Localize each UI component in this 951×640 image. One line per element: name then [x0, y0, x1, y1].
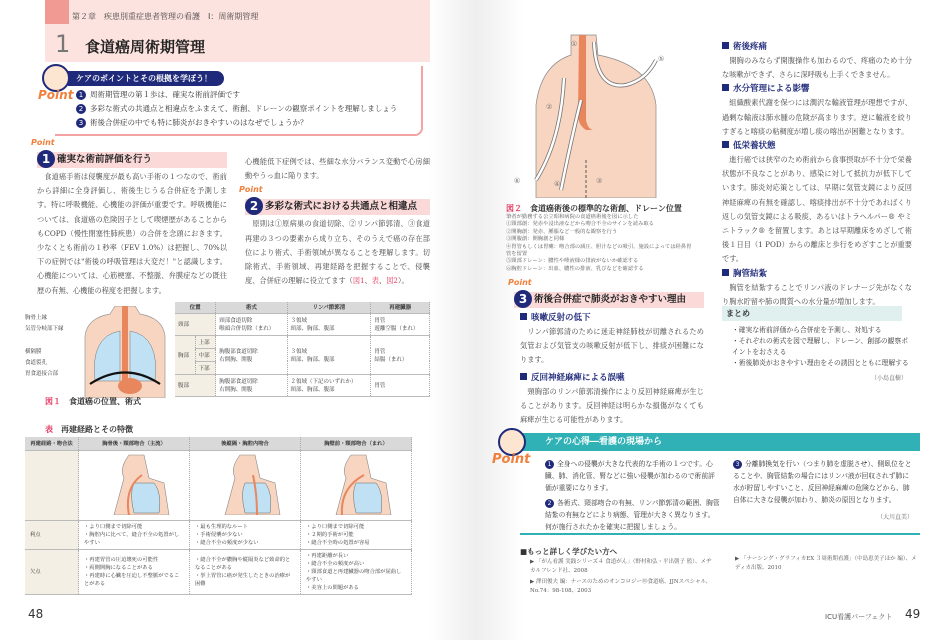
note: ⑥胸腔ドレーン：出血、膿性の排液、乳びなどを確認する [506, 265, 644, 272]
illustration-cell [301, 450, 412, 520]
subsection-heading: 胸管結紮 [722, 267, 912, 281]
cell: 胸腹部食道切除 右開胸、開腹 [216, 335, 287, 374]
cell: 胃管 結腸（まれ） [371, 335, 430, 374]
table-row [25, 520, 412, 549]
page-number-right: 49 [905, 607, 921, 621]
summary-list [732, 325, 912, 369]
point-item [76, 88, 397, 102]
heading-text: 確実な術前評価を行う [57, 154, 153, 165]
heading-text: 術後合併症で肺炎がおきやすい理由 [534, 294, 687, 305]
caption-text: 食道癌術後の標準的な術創、ドレーン位置 [530, 204, 682, 213]
sep: 、 [379, 276, 387, 286]
subsection-heading: 水分管理による影響 [722, 82, 912, 96]
point-item [76, 116, 397, 130]
reconstruction-route-illustration [306, 453, 406, 515]
section-number: 1 [55, 30, 71, 58]
subsection-heading: 咳嗽反射の低下 [520, 311, 704, 325]
marker-3: ③ [596, 177, 603, 185]
table-label: 表 [45, 425, 53, 434]
marker-6: ⑥ [514, 177, 521, 185]
chapter-title: 第２章 疾患別重症患者管理の看護 Ⅰ：周術期管理 [72, 12, 259, 21]
cell: ３領域 頸部、胸部、腹部 [287, 313, 371, 335]
figure2-notes [506, 214, 696, 273]
subsection-body: 組織酸素代謝を保つには潤沢な輸液管理が理想ですが、過剰な輸液は肺水腫の危険が高まります。逆に輸液を絞りすぎると喀痰の粘稠度が増し痰の喀出が困難となります。 [722, 98, 912, 136]
cell: 胸腹部食道切除 右開胸、開腹 [216, 374, 287, 396]
cell: 頸部食道切除 喉頭合併切除（まれ） [216, 313, 287, 335]
care-item: 2 各術式、頸部吻合の有無、リンパ節郭清の範囲、胸管結紮の有無などにより病態、管理が大きく異なります。何が施行されたかを確実に把握しましょう。 [545, 499, 720, 531]
number-badge: 1 [76, 90, 86, 100]
further-reading-title: ■もっと詳しく学びたい方へ [520, 547, 618, 556]
reference-link[interactable]: ▶ 「ナーシング・グラフィカEX ３周術期看護」（中島恵美子ほか 編）、メディカ出版、2010 [735, 556, 917, 571]
table-row [175, 374, 430, 396]
reference-list [735, 555, 920, 573]
point-logo: Point [31, 138, 55, 147]
marker-1: ① [571, 40, 578, 48]
cell: ・より口側まで切除可能 ・２期的手術が可能 ・縫合不全時の処置が容易 [301, 520, 412, 549]
note: 筆者が勤務する公立昭和病院の食道癌術後を図に示した [506, 214, 639, 220]
cell: 胃管 [371, 374, 430, 396]
label-gej: 胃食道接合部 [25, 371, 59, 377]
note: ①頸部創：発赤や浸出液などから吻合不全のサインを読み取る [506, 221, 654, 228]
point-text: 術後合併症の中でも特に肺炎がおきやすいのはなぜでしょうか？ [90, 118, 308, 127]
cell: ・より口側まで切除可能 ・胸腔内に比べて、縫合不全の処置がしやすい [79, 520, 190, 549]
marker-5: ⑤ [658, 55, 665, 63]
reference-link[interactable]: ▶ 「がん看護 実践シリーズ４ 食道がん」（野村和弘・平出朝子 監）、メヂカルフレンド社、2008 [530, 559, 712, 574]
col-header: 胸骨後・頸部吻合（主流） [79, 437, 190, 450]
cell: ２領域（下記のいずれか） 頸部、胸部、腹部 [287, 374, 371, 396]
point1-section [31, 138, 227, 298]
author: （大川直美） [876, 514, 913, 521]
cell: 胃管 遊離空腸（まれ） [371, 313, 430, 335]
note: ②開胸創：発赤、腫脹など一般的な観察を行う [506, 228, 618, 235]
col-header: 後縦隔・胸腔内吻合 [190, 437, 301, 450]
caption-text: 食道癌の位置、術式 [69, 397, 141, 406]
number-badge: 1 [37, 150, 55, 168]
note: ⑤頸部ドレーン：膿性や唾液様の排液がないか確認する [506, 258, 639, 265]
subsection-body: リンパ節郭清のために迷走神経肺枝が切離されるため気管および気管支の咳嗽反射が低下し、排痰が困難になります。 [520, 327, 704, 365]
cell: ・最も生理的なルート ・手術侵襲が少ない ・縫合不全の頻度が少ない [190, 520, 301, 549]
point-text: 多彩な術式の共通点と相違点をふまえて、術創、ドレーンの観察ポイントを理解しましょう [90, 104, 398, 113]
number-badge: 3 [514, 290, 532, 308]
col-header: リンパ節郭清 [287, 302, 371, 313]
point-logo: Point [239, 185, 263, 195]
cell: 胸部 [175, 335, 195, 374]
right-column [722, 40, 912, 309]
point-box-heading: ケアのポイントとその根拠を学ぼう！ [68, 71, 224, 86]
figure-ref-link[interactable]: 図2 [386, 276, 398, 286]
point1-heading [31, 138, 227, 168]
col-header: 術式 [216, 302, 287, 313]
summary-item: ・確実な術前評価から合併症を予測し、対処する [732, 326, 882, 334]
page-title: 食道癌周術期管理 [85, 38, 206, 56]
subsection-heading: 低栄養状態 [722, 139, 912, 153]
reconstruction-table [25, 437, 412, 595]
table-row [25, 549, 412, 594]
marker-2: ② [546, 103, 553, 111]
reference-list [530, 558, 715, 596]
subsection-body: 開胸のみならず開腹操作も加わるので、疼痛のため十分な咳嗽ができず、さらに深呼吸も上手くできません。 [722, 56, 912, 80]
point-logo: Point [492, 452, 531, 467]
torso-anatomy-illustration [75, 306, 175, 398]
care-col-left [545, 458, 720, 533]
care-banner: ケアの心得―看護の現場から [510, 433, 920, 451]
reconstruction-route-illustration [195, 453, 295, 515]
point-text: 周術期管理の第１歩は、確実な術前評価です [90, 90, 240, 99]
point-item [76, 102, 397, 116]
figure2-caption [506, 203, 682, 214]
summary-item: ・術後肺炎がおきやすい理由をその誘因とともに理解する [732, 359, 909, 367]
figure1-caption [45, 396, 141, 407]
point-logo: Point [508, 278, 532, 287]
col-header: 再建臓器 [371, 302, 430, 313]
cell: 頸部 [175, 313, 216, 335]
col-header: 再建経路・吻合法 [25, 437, 79, 450]
body-text: 原則は①原病巣の食道切除、②リンパ節郭清、③食道再建の３つの要素から成り立ち、そのうえで癌の存在部位により術式、手術領域が異なることを理解します。切除術式、手術領域、再建経路を把握することで、侵襲度、合併症の理解に役立てます（ [245, 219, 430, 286]
illustration-cell [79, 450, 190, 520]
point3-section [508, 278, 704, 427]
summary-box [722, 306, 912, 382]
point3-heading [508, 278, 704, 308]
cell: 腹部 [175, 374, 216, 396]
note: ④胃管もしくは胃瘻：吻合部の減圧、胆汁などの吸引、施設によっては経鼻胃管を留置 [506, 243, 692, 258]
anatomy-labels [25, 313, 64, 380]
care-divider [520, 533, 920, 535]
number-badge: 3 [76, 118, 86, 128]
book-title-footer: ICU看護パーフェクト [825, 613, 893, 621]
care-item: 3 分離肺換気を行い（つまり肺を虚脱させ）、側臥位をとることや、胸管結紮の場合にはリンパ液が回収されず肺に水が貯留しやすいこと、反回神経麻痺の危険などから、肺自体に大きな侵襲が加わり、肺炎の原因となります。 [733, 460, 912, 504]
cell: 下部 [195, 361, 216, 374]
label-carina: 気管分岐部下縁 [25, 326, 64, 332]
number-badge: 2 [245, 197, 263, 215]
cell: ・縫合不全が膿胸や縦隔炎など致命的となることがある ・挙上胃管に癌が発生したときの治療が困難 [190, 549, 301, 594]
illustration-cell [190, 450, 301, 520]
cell: ・再建距離が長い ・縫合不全の頻度が高い ・頸部食道と再建臓器の吻合部が屈曲しやすい ・美容上の問題がある [301, 549, 412, 594]
marker-4: ④ [554, 180, 561, 188]
table-row [175, 335, 430, 348]
label-sternum: 胸骨上縁 [25, 315, 48, 321]
subsection-body: 胸管を結紮することでリンパ液のドレナージ先がなくなり胸水貯留や肺の間質への水分量が増加します。 [722, 282, 912, 306]
postop-wound-drain-illustration [516, 30, 676, 198]
point1-continued: 心機能低下症例では、些細な水分バランス変動で心房細動やうっ血に陥ります。 [245, 157, 430, 181]
care-item: 1 全身への侵襲が大きな代表的な手術の１つです。心臓、肺、消化管、腎などに強い侵襲が加わるので術前評価が重要になります。 [545, 460, 715, 492]
table-row [175, 313, 430, 335]
reconstruction-route-illustration [84, 453, 184, 515]
table-ref-link[interactable]: 表 [371, 276, 379, 286]
note: ③開腹創：開胸創と同様 [506, 236, 565, 243]
summary-title: まとめ [722, 306, 902, 321]
cell: ・再建胃管の圧迫壊死の可能性 ・両側開胸になることがある ・再建時に心臓を圧迫し不整脈がでることがある [79, 549, 190, 594]
page-number-left: 48 [28, 607, 44, 621]
care-col-right [733, 458, 913, 524]
reference-link[interactable]: ▶ 澤田俊夫 編：ナースのためのオンコロジー⑩食道癌、JJNスペシャル、No.74：98-108、2003 [530, 579, 712, 594]
caption-text: 再建経路とその特徴 [61, 425, 133, 434]
col-header: 胸壁前・頸部吻合（まれ） [301, 437, 412, 450]
summary-item: ・それぞれの術式を図で理解し、ドレーン、創部の観察ポイントをおさえる [732, 337, 909, 356]
point2-column [239, 155, 430, 288]
label-diaphragm: 横隔膜 [25, 349, 42, 355]
point-list [76, 88, 397, 130]
table-caption [45, 424, 133, 435]
figure-label: 図２ [506, 204, 522, 213]
figure1-table [175, 302, 430, 397]
subsection-body: 頸胸部のリンパ節郭清操作により反回神経麻痺が生じることがあります。反回神経は明らかな損傷がなくても麻痺が生じる可能性があります。 [520, 386, 704, 425]
point1-body: 食道癌手術は侵襲度が最も高い手術の１つなので、術前から詳細に全身評価し、術後生じうる合併症を予測します。特に呼吸機能、心機能の評価が重要です。呼吸機能については、食道癌の危険因子として喫煙歴があることからもCOPD（慢性閉塞性肺疾患）の合併を念頭におきます。少なくとも術前の１秒率（FEV 1.0%）は把握し、70%以下の症例では"術後の呼吸管理は大変だ！"と認識します。心機能については、心筋梗塞、不整脈、弁膜症などの既往歴の有無、心機能の程度を把握します。 [37, 172, 227, 295]
point2-heading [239, 185, 430, 215]
point2-body [245, 217, 430, 288]
cell: 上部 [195, 335, 216, 348]
sep: 、 [364, 276, 372, 286]
author: （小島直樹） [870, 375, 907, 382]
subsection-heading: 術後疼痛 [722, 40, 912, 54]
number-badge: 2 [76, 104, 86, 114]
row-header: 利点 [25, 520, 79, 549]
body-text: ）。 [397, 276, 409, 286]
row-header: 欠点 [25, 549, 79, 594]
label-hiatus: 食道裂孔 [25, 360, 48, 366]
cell: ３領域 頸部、胸部、腹部 [287, 335, 371, 374]
subsection-heading: 反回神経麻痺による誤嚥 [520, 371, 704, 385]
right-page [476, 0, 951, 640]
figure-ref-link[interactable]: 図1 [352, 276, 365, 286]
subsection-body: 進行癌では狭窄のため術前から食事摂取が不十分で栄養状態が不良なことがあり、感染に対して抵抗力が低下しています。肺炎対応策としては、早期に気管支鏡により反回神経麻痺の有無を確認し、喀痰排出が不十分であればくり返しの気管支鏡による吸痰、あるいはトラヘルパー® やミニトラック® を留置します。あとは早期離床をめざして術後１日目（1 POD）からの離床と歩行をめざすことが重要です。 [722, 155, 912, 264]
header-tab [45, 0, 69, 24]
col-header: 位置 [175, 302, 216, 313]
point-logo: Point [38, 88, 74, 102]
heading-text: 多彩な術式における共通点と相違点 [265, 201, 418, 213]
cell: 中部 [195, 348, 216, 361]
figure-label: 図１ [45, 397, 61, 406]
